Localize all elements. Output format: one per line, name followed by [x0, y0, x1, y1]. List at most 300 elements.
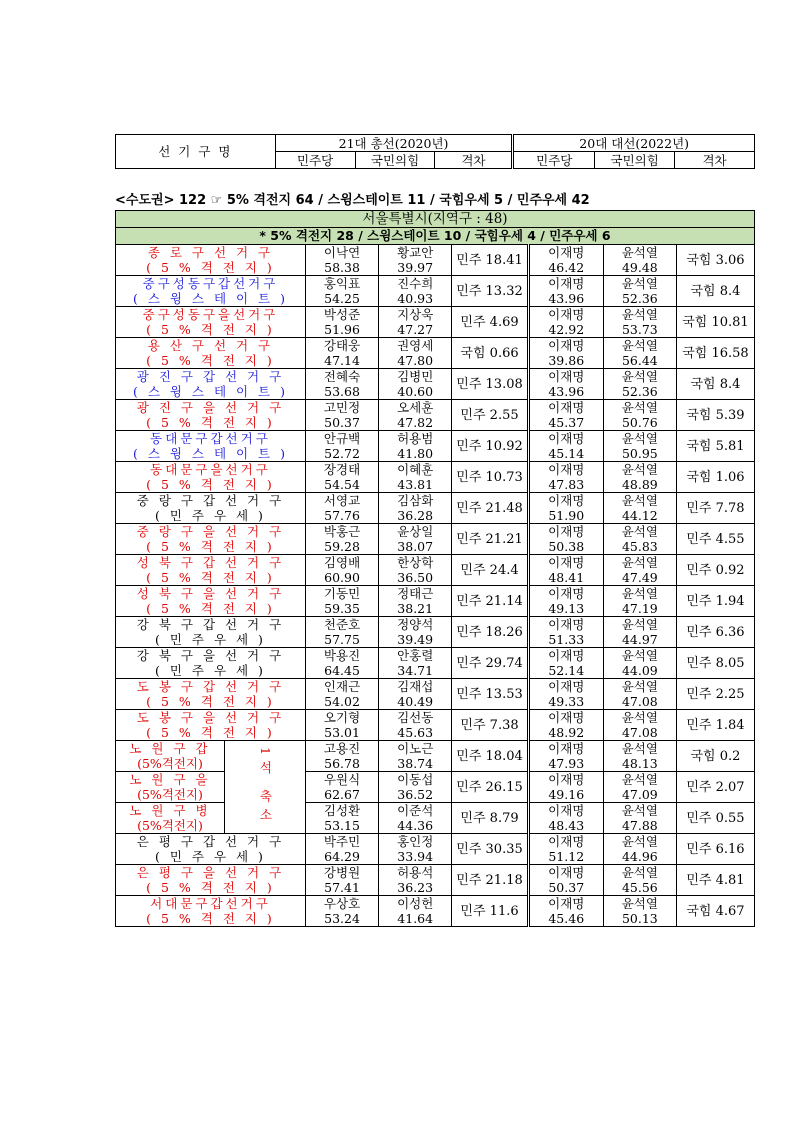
gap-2022: 민주 1.94	[676, 586, 754, 617]
gap-2020: 민주 7.38	[452, 710, 528, 741]
vote-share-2022-ppp: 50.95	[603, 446, 676, 462]
gap-2020: 민주 8.79	[452, 803, 528, 834]
vote-share-2020-ppp: 47.82	[379, 415, 452, 431]
vote-share-2022-ppp: 47.09	[603, 787, 676, 803]
candidate-2022-ppp: 윤석열	[603, 307, 676, 323]
region-title: 서울특별시(지역구 : 48)	[116, 211, 755, 228]
district-row-values	[116, 508, 755, 524]
district-row-values	[116, 446, 755, 462]
district-row	[116, 617, 755, 633]
candidate-2020-ppp: 이동섭	[379, 772, 452, 788]
candidate-2022-ppp: 윤석열	[603, 462, 676, 478]
vote-share-2022-ppp: 50.13	[603, 911, 676, 927]
gap-2020: 민주 10.73	[452, 462, 528, 493]
candidate-2020-democratic: 장경태	[305, 462, 378, 478]
vote-share-2022-democratic: 45.14	[528, 446, 603, 462]
district-name: 강 북 구 을 선 거 구	[116, 648, 306, 664]
vote-share-2020-ppp: 47.80	[379, 353, 452, 369]
candidate-2020-ppp: 안홍렬	[379, 648, 452, 664]
candidate-2020-democratic: 우원식	[305, 772, 378, 788]
vote-share-2020-ppp: 38.07	[379, 539, 452, 555]
vote-share-2022-democratic: 45.37	[528, 415, 603, 431]
vote-share-2020-ppp: 47.27	[379, 322, 452, 338]
vote-share-2022-democratic: 43.96	[528, 291, 603, 307]
gap-2022: 민주 4.81	[676, 865, 754, 896]
candidate-2022-ppp: 윤석열	[603, 400, 676, 416]
district-row	[116, 772, 755, 788]
vote-share-2020-democratic: 53.24	[305, 911, 378, 927]
gap-2020: 민주 18.41	[452, 245, 528, 276]
vote-share-2020-ppp: 36.50	[379, 570, 452, 586]
vote-share-2022-democratic: 49.33	[528, 694, 603, 710]
vote-share-2020-ppp: 43.81	[379, 477, 452, 493]
district-name: 성 북 구 갑 선 거 구	[116, 555, 306, 571]
vote-share-2022-ppp: 50.76	[603, 415, 676, 431]
candidate-2020-democratic: 전혜숙	[305, 369, 378, 385]
district-category: ( 5 % 격 전 지 )	[116, 694, 306, 710]
candidate-2022-ppp: 윤석열	[603, 834, 676, 850]
vote-share-2022-ppp: 45.83	[603, 539, 676, 555]
candidate-2022-democratic: 이재명	[528, 617, 603, 633]
candidate-2020-democratic: 강태웅	[305, 338, 378, 354]
gap-2020: 민주 21.18	[452, 865, 528, 896]
gap-2022: 국힘 16.58	[676, 338, 754, 369]
district-row	[116, 524, 755, 540]
district-row-values	[116, 756, 755, 772]
candidate-2020-ppp: 오세훈	[379, 400, 452, 416]
vote-share-2022-ppp: 47.08	[603, 694, 676, 710]
district-row	[116, 400, 755, 416]
candidate-2020-democratic: 인재근	[305, 679, 378, 695]
gap-2020: 국힘 0.66	[452, 338, 528, 369]
candidate-2020-ppp: 한상학	[379, 555, 452, 571]
vote-share-2022-ppp: 45.56	[603, 880, 676, 896]
candidate-2020-ppp: 이혜훈	[379, 462, 452, 478]
candidate-2020-democratic: 김성환	[305, 803, 378, 819]
candidate-2020-democratic: 고용진	[305, 741, 378, 757]
candidate-2020-ppp: 김삼화	[379, 493, 452, 509]
metro-summary: <수도권> 122 ☞ 5% 격전지 64 / 스윙스테이트 11 / 국힘우세 5 / 민주우세 42	[115, 193, 590, 208]
vote-share-2020-democratic: 47.14	[305, 353, 378, 369]
district-category: ( 5 % 격 전 지 )	[116, 260, 306, 276]
district-row	[116, 834, 755, 850]
vote-share-2022-ppp: 52.36	[603, 291, 676, 307]
district-name: 은 평 구 갑 선 거 구	[116, 834, 306, 850]
gap-2022: 국힘 0.2	[676, 741, 754, 772]
gap-2022: 민주 2.07	[676, 772, 754, 803]
vote-share-2020-democratic: 53.68	[305, 384, 378, 400]
candidate-2022-ppp: 윤석열	[603, 648, 676, 664]
vote-share-2022-democratic: 50.37	[528, 880, 603, 896]
vote-share-2022-ppp: 44.09	[603, 663, 676, 679]
district-category: ( 5 % 격 전 지 )	[116, 570, 306, 586]
candidate-2022-democratic: 이재명	[528, 865, 603, 881]
district-row	[116, 679, 755, 695]
district-row	[116, 276, 755, 292]
candidate-2020-ppp: 진수희	[379, 276, 452, 292]
vote-share-2020-democratic: 59.28	[305, 539, 378, 555]
candidate-2022-ppp: 윤석열	[603, 369, 676, 385]
vote-share-2020-democratic: 57.75	[305, 632, 378, 648]
candidate-2020-democratic: 천준호	[305, 617, 378, 633]
vote-share-2020-democratic: 62.67	[305, 787, 378, 803]
district-name: 서대문구갑선거구	[116, 896, 306, 912]
candidate-2022-democratic: 이재명	[528, 307, 603, 323]
candidate-2020-democratic: 박성준	[305, 307, 378, 323]
district-name: 종 로 구 선 거 구	[116, 245, 306, 261]
candidate-2022-ppp: 윤석열	[603, 710, 676, 726]
candidate-2020-democratic: 박용진	[305, 648, 378, 664]
vote-share-2020-democratic: 64.45	[305, 663, 378, 679]
candidate-2020-democratic: 박주민	[305, 834, 378, 850]
vote-share-2022-democratic: 51.33	[528, 632, 603, 648]
gap-2022: 국힘 8.4	[676, 369, 754, 400]
candidate-2022-democratic: 이재명	[528, 586, 603, 602]
vote-share-2022-democratic: 39.86	[528, 353, 603, 369]
candidate-2020-ppp: 지상욱	[379, 307, 452, 323]
candidate-2020-democratic: 고민정	[305, 400, 378, 416]
candidate-2022-democratic: 이재명	[528, 710, 603, 726]
district-name: 도 봉 구 을 선 거 구	[116, 710, 306, 726]
vote-share-2022-democratic: 51.90	[528, 508, 603, 524]
vote-share-2020-ppp: 41.80	[379, 446, 452, 462]
gap-2020: 민주 24.4	[452, 555, 528, 586]
candidate-2022-ppp: 윤석열	[603, 617, 676, 633]
gap-2020: 민주 29.74	[452, 648, 528, 679]
district-row	[116, 896, 755, 912]
candidate-2022-ppp: 윤석열	[603, 679, 676, 695]
candidate-2020-ppp: 허용석	[379, 865, 452, 881]
candidate-2022-democratic: 이재명	[528, 245, 603, 261]
gap-2022: 민주 4.55	[676, 524, 754, 555]
candidate-2020-democratic: 강병원	[305, 865, 378, 881]
candidate-2020-ppp: 이준석	[379, 803, 452, 819]
district-name: 도 봉 구 갑 선 거 구	[116, 679, 306, 695]
district-name: 동대문구을선거구	[116, 462, 306, 478]
vote-share-2022-democratic: 50.38	[528, 539, 603, 555]
vote-share-2020-democratic: 57.41	[305, 880, 378, 896]
district-row-values	[116, 353, 755, 369]
district-row-values	[116, 570, 755, 586]
vote-share-2022-democratic: 48.43	[528, 818, 603, 834]
vote-share-2022-democratic: 49.16	[528, 787, 603, 803]
seoul-results-table	[115, 210, 755, 927]
gap-2022: 국힘 8.4	[676, 276, 754, 307]
district-row-values	[116, 384, 755, 400]
candidate-2020-ppp: 허용범	[379, 431, 452, 447]
district-category: ( 민 주 우 세 )	[116, 508, 306, 524]
district-category: ( 민 주 우 세 )	[116, 849, 306, 865]
gap-2020: 민주 26.15	[452, 772, 528, 803]
district-row	[116, 369, 755, 385]
candidate-2022-democratic: 이재명	[528, 896, 603, 912]
district-name: 동대문구갑선거구	[116, 431, 306, 447]
district-category: (5%격전지)	[116, 818, 225, 834]
district-category: ( 5 % 격 전 지 )	[116, 477, 306, 493]
candidate-2020-ppp: 이성헌	[379, 896, 452, 912]
vote-share-2022-democratic: 51.12	[528, 849, 603, 865]
district-category: ( 스 윙 스 테 이 트 )	[116, 446, 306, 462]
seat-reduction-note: 1석 축소	[224, 741, 305, 834]
vote-share-2022-ppp: 48.13	[603, 756, 676, 772]
vote-share-2020-ppp: 41.64	[379, 911, 452, 927]
candidate-2020-ppp: 이노근	[379, 741, 452, 757]
candidate-2020-ppp: 김선동	[379, 710, 452, 726]
gap-2020: 민주 10.92	[452, 431, 528, 462]
gap-2022: 민주 1.84	[676, 710, 754, 741]
candidate-2022-ppp: 윤석열	[603, 431, 676, 447]
candidate-2020-democratic: 홍익표	[305, 276, 378, 292]
district-row-values	[116, 787, 755, 803]
candidate-2020-democratic: 기동민	[305, 586, 378, 602]
district-name: 강 북 구 갑 선 거 구	[116, 617, 306, 633]
vote-share-2022-ppp: 47.49	[603, 570, 676, 586]
candidate-2020-democratic: 우상호	[305, 896, 378, 912]
vote-share-2020-democratic: 50.37	[305, 415, 378, 431]
candidate-2022-democratic: 이재명	[528, 524, 603, 540]
candidate-2022-democratic: 이재명	[528, 834, 603, 850]
gap-2022: 민주 2.25	[676, 679, 754, 710]
candidate-2022-ppp: 윤석열	[603, 586, 676, 602]
vote-share-2020-ppp: 33.94	[379, 849, 452, 865]
vote-share-2020-democratic: 52.72	[305, 446, 378, 462]
candidate-2022-democratic: 이재명	[528, 400, 603, 416]
gap-2022: 민주 0.55	[676, 803, 754, 834]
candidate-2022-ppp: 윤석열	[603, 276, 676, 292]
vote-share-2022-ppp: 56.44	[603, 353, 676, 369]
district-category: ( 5 % 격 전 지 )	[116, 322, 306, 338]
vote-share-2020-ppp: 44.36	[379, 818, 452, 834]
district-row	[116, 245, 755, 261]
vote-share-2022-democratic: 49.13	[528, 601, 603, 617]
candidate-2020-democratic: 안규백	[305, 431, 378, 447]
district-row	[116, 648, 755, 664]
district-name: 노 원 구 을	[116, 772, 225, 788]
district-name: 은 평 구 을 선 거 구	[116, 865, 306, 881]
vote-share-2020-ppp: 39.49	[379, 632, 452, 648]
candidate-2022-ppp: 윤석열	[603, 245, 676, 261]
election-2022-header: 20대 대선(2022년)	[513, 135, 755, 152]
district-row	[116, 431, 755, 447]
candidate-2022-ppp: 윤석열	[603, 772, 676, 788]
vote-share-2022-ppp: 47.19	[603, 601, 676, 617]
district-category: ( 스 윙 스 테 이 트 )	[116, 291, 306, 307]
district-category: ( 5 % 격 전 지 )	[116, 911, 306, 927]
vote-share-2022-ppp: 44.97	[603, 632, 676, 648]
district-row	[116, 307, 755, 323]
vote-share-2020-ppp: 40.60	[379, 384, 452, 400]
vote-share-2020-democratic: 54.25	[305, 291, 378, 307]
gap-2022: 국힘 3.06	[676, 245, 754, 276]
vote-share-2020-ppp: 40.49	[379, 694, 452, 710]
candidate-2022-democratic: 이재명	[528, 493, 603, 509]
vote-share-2022-ppp: 48.89	[603, 477, 676, 493]
candidate-2022-ppp: 윤석열	[603, 555, 676, 571]
vote-share-2022-ppp: 47.08	[603, 725, 676, 741]
vote-share-2022-democratic: 48.92	[528, 725, 603, 741]
district-category: ( 민 주 우 세 )	[116, 663, 306, 679]
district-row	[116, 710, 755, 726]
gap-2020: 민주 21.14	[452, 586, 528, 617]
candidate-2022-ppp: 윤석열	[603, 524, 676, 540]
vote-share-2022-ppp: 53.73	[603, 322, 676, 338]
district-row-values	[116, 818, 755, 834]
gap-2020: 민주 30.35	[452, 834, 528, 865]
vote-share-2022-ppp: 49.48	[603, 260, 676, 276]
candidate-2022-democratic: 이재명	[528, 741, 603, 757]
gap-2020: 민주 11.6	[452, 896, 528, 927]
district-row	[116, 586, 755, 602]
candidate-2020-ppp: 김재섭	[379, 679, 452, 695]
vote-share-2020-ppp: 36.28	[379, 508, 452, 524]
district-row-values	[116, 725, 755, 741]
district-name: 중 랑 구 갑 선 거 구	[116, 493, 306, 509]
district-row-values	[116, 694, 755, 710]
district-row-values	[116, 632, 755, 648]
district-category: ( 5 % 격 전 지 )	[116, 725, 306, 741]
vote-share-2022-ppp: 44.12	[603, 508, 676, 524]
col-2020-gap: 격차	[435, 152, 513, 169]
gap-2022: 민주 6.16	[676, 834, 754, 865]
candidate-2020-ppp: 윤상일	[379, 524, 452, 540]
district-row-values	[116, 477, 755, 493]
gap-2022: 국힘 5.81	[676, 431, 754, 462]
district-row	[116, 462, 755, 478]
candidate-2020-ppp: 정양석	[379, 617, 452, 633]
gap-2020: 민주 4.69	[452, 307, 528, 338]
gap-2020: 민주 18.04	[452, 741, 528, 772]
vote-share-2020-democratic: 53.15	[305, 818, 378, 834]
vote-share-2020-ppp: 36.52	[379, 787, 452, 803]
vote-share-2020-ppp: 39.97	[379, 260, 452, 276]
district-row	[116, 493, 755, 509]
vote-share-2022-democratic: 45.46	[528, 911, 603, 927]
district-row-values	[116, 260, 755, 276]
gap-2022: 국힘 10.81	[676, 307, 754, 338]
vote-share-2022-democratic: 46.42	[528, 260, 603, 276]
col-2022-ppp: 국민의힘	[595, 152, 675, 169]
district-row	[116, 555, 755, 571]
gap-2022: 민주 7.78	[676, 493, 754, 524]
candidate-2022-ppp: 윤석열	[603, 865, 676, 881]
vote-share-2020-ppp: 40.93	[379, 291, 452, 307]
gap-2020: 민주 13.53	[452, 679, 528, 710]
candidate-2020-ppp: 홍인정	[379, 834, 452, 850]
gap-2020: 민주 2.55	[452, 400, 528, 431]
vote-share-2020-democratic: 51.96	[305, 322, 378, 338]
district-name: 노 원 구 갑	[116, 741, 225, 757]
district-row-values	[116, 322, 755, 338]
candidate-2022-democratic: 이재명	[528, 648, 603, 664]
district-name: 용 산 구 선 거 구	[116, 338, 306, 354]
gap-2020: 민주 13.08	[452, 369, 528, 400]
district-category: (5%격전지)	[116, 787, 225, 803]
district-category: ( 5 % 격 전 지 )	[116, 880, 306, 896]
district-name: 중 랑 구 을 선 거 구	[116, 524, 306, 540]
vote-share-2022-democratic: 52.14	[528, 663, 603, 679]
candidate-2022-ppp: 윤석열	[603, 896, 676, 912]
vote-share-2022-ppp: 47.88	[603, 818, 676, 834]
district-category: ( 5 % 격 전 지 )	[116, 601, 306, 617]
vote-share-2020-democratic: 54.54	[305, 477, 378, 493]
vote-share-2020-ppp: 34.71	[379, 663, 452, 679]
vote-share-2020-ppp: 38.74	[379, 756, 452, 772]
candidate-2020-ppp: 황교안	[379, 245, 452, 261]
vote-share-2020-democratic: 60.90	[305, 570, 378, 586]
vote-share-2020-ppp: 36.23	[379, 880, 452, 896]
vote-share-2022-ppp: 44.96	[603, 849, 676, 865]
district-column-header: 선 기 구 명	[116, 135, 276, 169]
vote-share-2020-ppp: 45.63	[379, 725, 452, 741]
district-name: 중구성동구을선거구	[116, 307, 306, 323]
district-row-values	[116, 415, 755, 431]
district-row	[116, 338, 755, 354]
district-name: 광 진 구 을 선 거 구	[116, 400, 306, 416]
gap-2020: 민주 18.26	[452, 617, 528, 648]
candidate-2020-democratic: 박홍근	[305, 524, 378, 540]
vote-share-2022-democratic: 47.93	[528, 756, 603, 772]
district-row	[116, 803, 755, 819]
candidate-2020-democratic: 이낙연	[305, 245, 378, 261]
district-name: 성 북 구 을 선 거 구	[116, 586, 306, 602]
candidate-2022-democratic: 이재명	[528, 772, 603, 788]
region-summary: * 5% 격전지 28 / 스윙스테이트 10 / 국힘우세 4 / 민주우세 6	[116, 228, 755, 245]
candidate-2022-democratic: 이재명	[528, 369, 603, 385]
vote-share-2020-democratic: 53.01	[305, 725, 378, 741]
district-name: 노 원 구 병	[116, 803, 225, 819]
gap-2020: 민주 13.32	[452, 276, 528, 307]
district-category: (5%격전지)	[116, 756, 225, 772]
col-2022-gap: 격차	[675, 152, 755, 169]
header-table	[115, 134, 755, 169]
district-row-values	[116, 539, 755, 555]
gap-2022: 국힘 5.39	[676, 400, 754, 431]
vote-share-2020-democratic: 54.02	[305, 694, 378, 710]
candidate-2022-ppp: 윤석열	[603, 338, 676, 354]
gap-2020: 민주 21.21	[452, 524, 528, 555]
candidate-2020-democratic: 서영교	[305, 493, 378, 509]
election-2020-header: 21대 총선(2020년)	[275, 135, 513, 152]
gap-2022: 민주 8.05	[676, 648, 754, 679]
district-row	[116, 865, 755, 881]
candidate-2020-ppp: 권영세	[379, 338, 452, 354]
candidate-2022-ppp: 윤석열	[603, 803, 676, 819]
col-2020-democratic: 민주당	[275, 152, 355, 169]
district-category: ( 5 % 격 전 지 )	[116, 415, 306, 431]
candidate-2020-democratic: 김영배	[305, 555, 378, 571]
candidate-2020-democratic: 오기형	[305, 710, 378, 726]
candidate-2022-democratic: 이재명	[528, 431, 603, 447]
col-2022-democratic: 민주당	[513, 152, 595, 169]
candidate-2022-democratic: 이재명	[528, 276, 603, 292]
gap-2022: 국힘 1.06	[676, 462, 754, 493]
gap-2022: 민주 0.92	[676, 555, 754, 586]
candidate-2022-democratic: 이재명	[528, 803, 603, 819]
district-row-values	[116, 291, 755, 307]
gap-2022: 민주 6.36	[676, 617, 754, 648]
district-category: ( 5 % 격 전 지 )	[116, 353, 306, 369]
gap-2020: 민주 21.48	[452, 493, 528, 524]
vote-share-2020-democratic: 64.29	[305, 849, 378, 865]
district-name: 중구성동구갑선거구	[116, 276, 306, 292]
col-2020-ppp: 국민의힘	[355, 152, 435, 169]
district-category: ( 5 % 격 전 지 )	[116, 539, 306, 555]
vote-share-2020-democratic: 59.35	[305, 601, 378, 617]
vote-share-2020-democratic: 58.38	[305, 260, 378, 276]
candidate-2022-democratic: 이재명	[528, 338, 603, 354]
district-row-values	[116, 911, 755, 927]
vote-share-2022-democratic: 47.83	[528, 477, 603, 493]
